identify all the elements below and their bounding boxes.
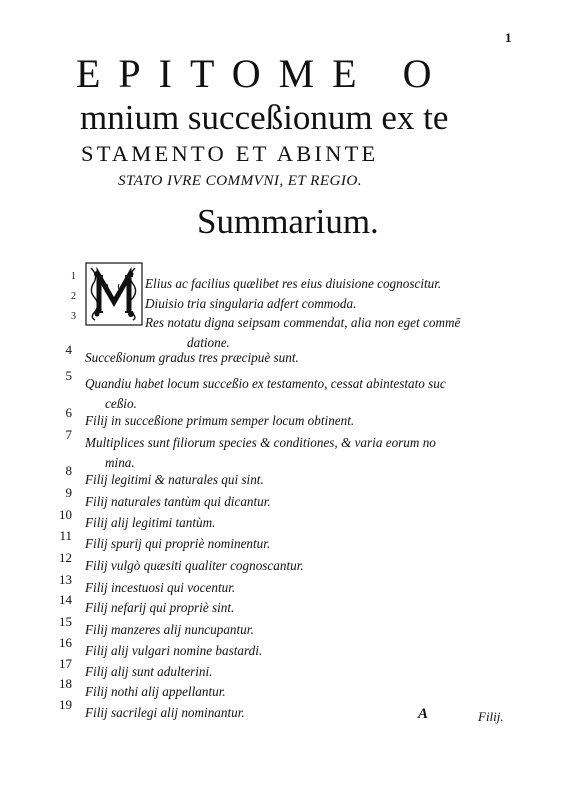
entry-number: 7 <box>65 427 72 442</box>
entry-text: Filij alij sunt adulterini. <box>85 664 213 679</box>
entry-number: 18 <box>59 676 72 691</box>
entry-text: Diuisio tria singularia adfert commoda. <box>145 296 357 311</box>
entry-text: Succeßionum gradus tres præcipuè sunt. <box>85 350 299 365</box>
decorated-initial <box>85 262 143 326</box>
entry-number: 12 <box>59 550 72 565</box>
entry-number: 14 <box>59 592 72 607</box>
entry-number: 3 <box>71 311 76 322</box>
title-line-1: EPITOME O <box>76 51 450 96</box>
entry-number: 10 <box>59 507 72 522</box>
entry-text: Quandiu habet locum succeßio ex testamento, cessat abintestato suc <box>85 376 446 391</box>
entry-text: datione. <box>187 335 230 350</box>
entry-number: 8 <box>65 463 72 478</box>
entry-number: 15 <box>59 614 72 629</box>
entry-number: 9 <box>65 485 72 500</box>
entry-text: Filij alij vulgari nomine bastardi. <box>85 643 263 658</box>
entry-text: ceßio. <box>105 396 137 411</box>
entry-text: Filij vulgò quæsiti qualiter cognoscantur. <box>85 558 304 573</box>
entry-text: Filij in succeßione primum semper locum obtinent. <box>85 413 355 428</box>
entry-text: Elius ac facilius quælibet res eius diuisione cognoscitur. <box>145 276 442 291</box>
entry-number: 11 <box>59 528 72 543</box>
signature-mark: A <box>418 706 429 722</box>
catchword: Filij. <box>478 709 504 724</box>
title-line-3: STAMENTO ET ABINTE <box>81 141 379 166</box>
entry-text: Filij spurij qui propriè nominentur. <box>85 536 271 551</box>
entry-text: Filij sacrilegi alij nominantur. <box>85 705 245 720</box>
title-line-2: mnium succeßionum ex te <box>80 98 449 137</box>
entry-text: Multiplices sunt filiorum species & conditiones, & varia eorum no <box>85 435 436 450</box>
entry-text: Filij nothi alij appellantur. <box>85 684 226 699</box>
entry-number: 19 <box>59 697 72 712</box>
entry-text: Res notatu digna seipsam commendat, alia non eget commē <box>145 315 461 330</box>
entry-number: 17 <box>59 656 72 671</box>
entry-text: Filij naturales tantùm qui dicantur. <box>85 494 271 509</box>
entry-number: 16 <box>59 635 72 650</box>
page-number: 1 <box>505 30 512 45</box>
entry-number: 2 <box>71 291 76 302</box>
entry-number: 5 <box>65 368 72 383</box>
entry-text: Filij legitimi & naturales qui sint. <box>85 472 264 487</box>
entry-text: Filij nefarij qui propriè sint. <box>85 600 235 615</box>
entry-text: Filij manzeres alij nuncupantur. <box>85 622 254 637</box>
summarium-heading: Summarium. <box>197 202 379 241</box>
entry-number: 1 <box>71 271 76 282</box>
entry-text: Filij incestuosi qui vocentur. <box>85 580 236 595</box>
title-line-4: STATO IVRE COMMVNI, ET REGIO. <box>118 172 362 189</box>
entry-number: 13 <box>59 572 72 587</box>
entry-number: 4 <box>65 342 72 357</box>
decorated-initial-m-icon <box>85 262 143 326</box>
entry-text: mina. <box>105 455 135 470</box>
entry-text: Filij alij legitimi tantùm. <box>85 515 216 530</box>
entry-number: 6 <box>65 405 72 420</box>
